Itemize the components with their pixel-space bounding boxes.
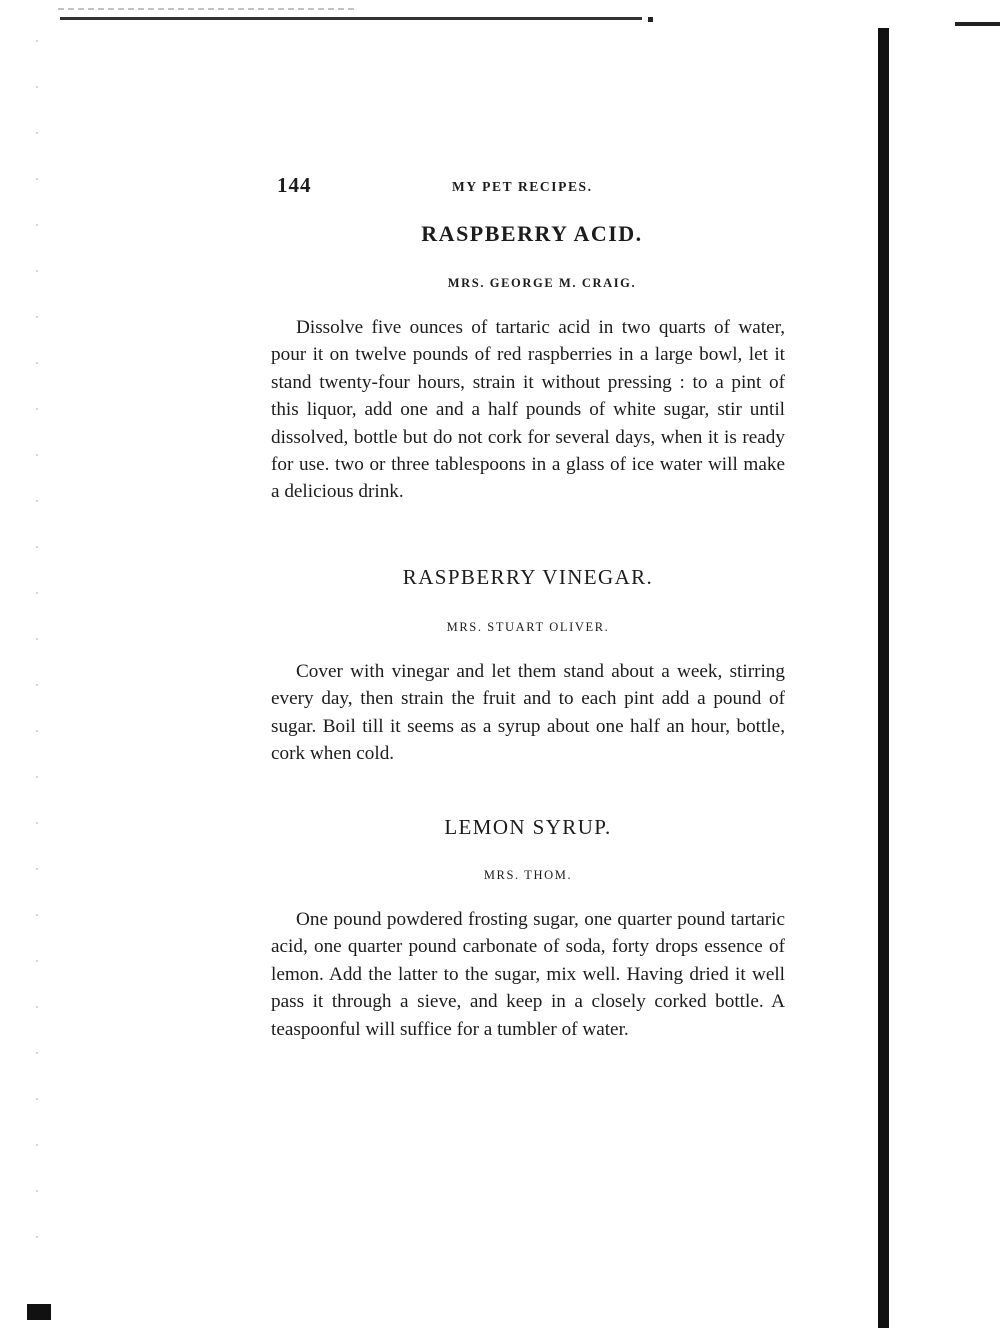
scan-edge-rule	[60, 17, 642, 20]
recipe-title-raspberry-vinegar: RASPBERRY VINEGAR.	[402, 565, 654, 589]
running-head: MY PET RECIPES.	[452, 179, 593, 194]
recipe-contributor: MRS. STUART OLIVER.	[446, 620, 610, 634]
scan-speckle-left	[36, 40, 38, 1240]
recipe-title-lemon-syrup: LEMON SYRUP.	[444, 815, 612, 839]
page-number: 144	[277, 173, 312, 197]
recipe-text: Cover with vinegar and let them stand about a week, stirring every day, then strain the fruit and to each pint add a pound of sugar. Boil till it seems as a syrup about one half an hour, bottle, cork when cold.	[271, 661, 785, 765]
scan-speckle-top	[58, 8, 358, 10]
recipe-text: One pound powdered frosting sugar, one quarter pound tartaric acid, one quarter pound carbonate of soda, forty drops essence of lemon. Add the latter to the sugar, mix well. Having dried it well pass it through a sieve, and keep in a closely corked bottle. A teaspoonful will suffice for a tumbler of water.	[271, 909, 785, 1040]
recipe-text: Dissolve five ounces of tartaric acid in two quarts of water, pour it on twelve pounds of red raspberries in a large bowl, let it stand twenty-four hours, strain it without pressing : to a pint of this liquor, add one and a half pounds of white sugar, stir until dissolved, bottle but do not cork for several days, when it is ready for use. two or three tablespoons in a glass of ice water will make a delicious drink.	[271, 317, 785, 503]
page-gutter-shadow	[878, 28, 889, 1328]
recipe-contributor: MRS. THOM.	[483, 868, 573, 882]
recipe-contributor: MRS. GEORGE M. CRAIG.	[447, 276, 637, 290]
scan-dot	[648, 17, 653, 22]
recipe-title-raspberry-acid: RASPBERRY ACID.	[421, 221, 643, 246]
scan-edge-dash	[955, 22, 1000, 26]
scan-corner-mark	[27, 1304, 51, 1320]
